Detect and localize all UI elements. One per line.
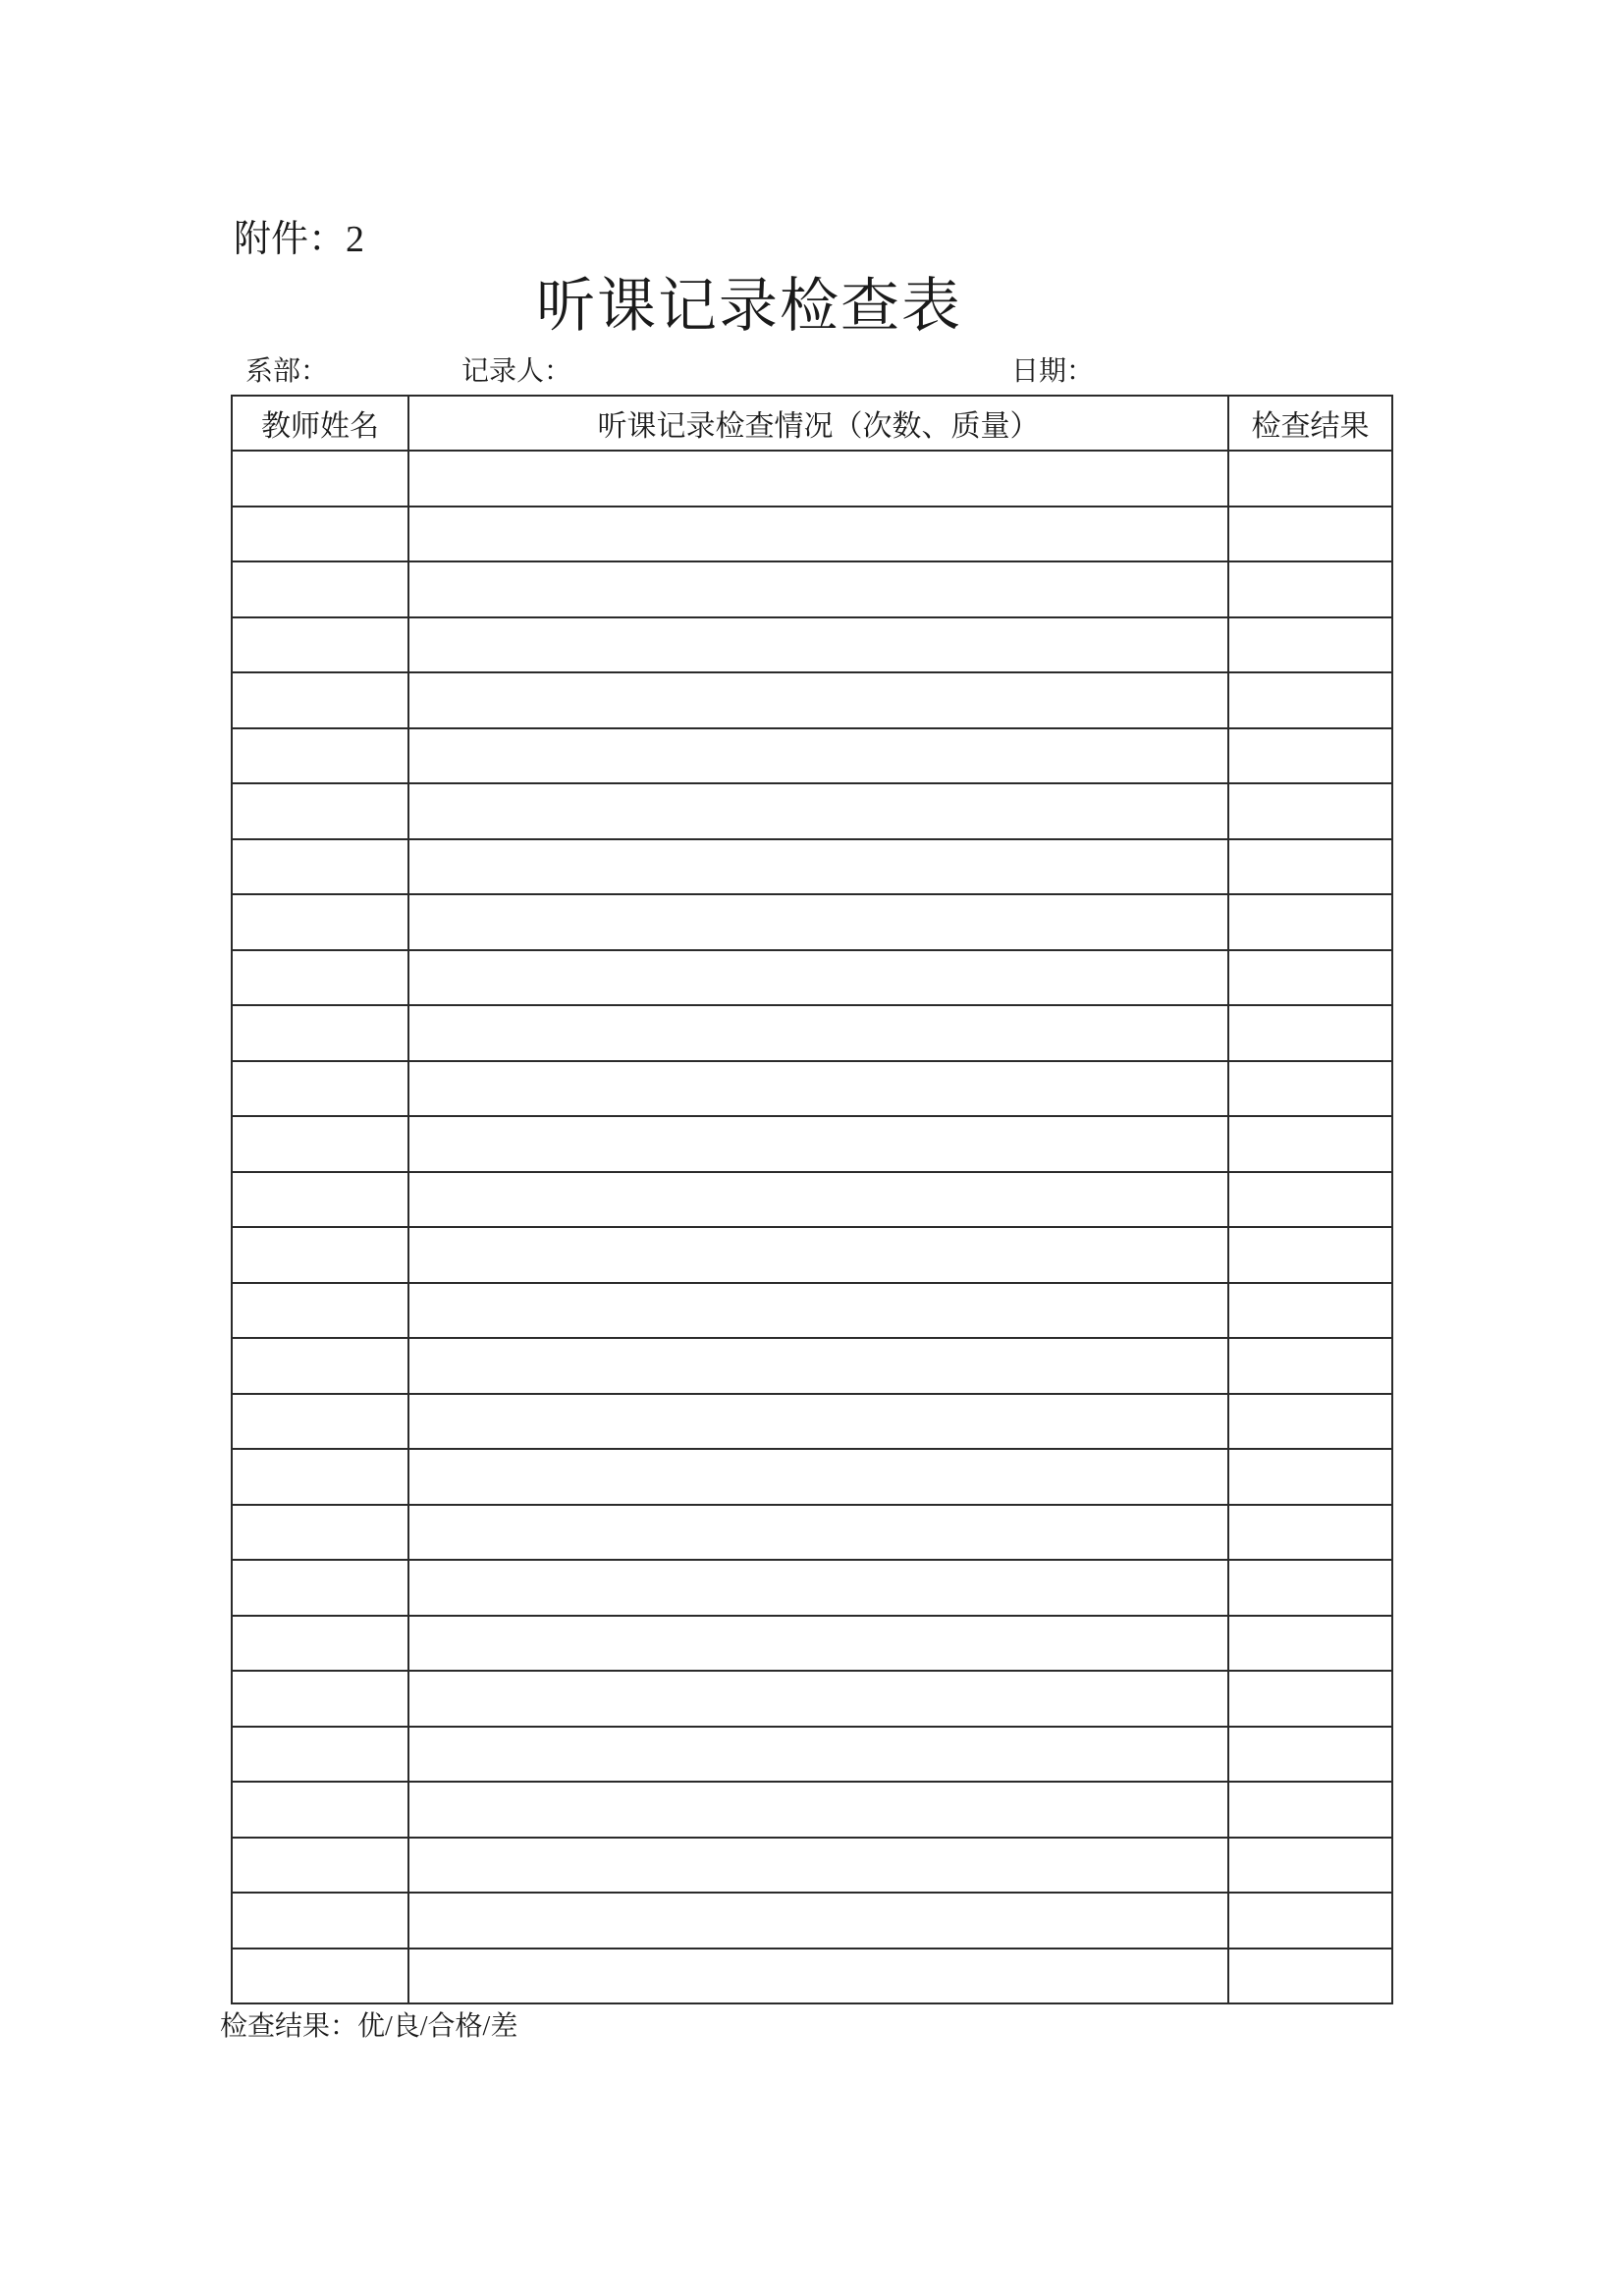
table-header-row — [232, 396, 1392, 451]
title-row — [0, 274, 1498, 339]
table-row — [232, 1394, 1392, 1450]
table-row — [232, 1671, 1392, 1727]
page-title: 听课记录检查表 — [536, 274, 962, 339]
cell-check-detail — [408, 950, 1228, 1006]
table-row — [232, 1505, 1392, 1561]
cell-teacher-name — [232, 1283, 408, 1339]
cell-teacher-name — [232, 1394, 408, 1450]
cell-check-result — [1228, 1671, 1392, 1727]
cell-check-detail — [408, 1893, 1228, 1949]
cell-check-detail — [408, 1338, 1228, 1394]
cell-check-result — [1228, 1061, 1392, 1117]
column-header-teacher-name: 教师姓名 — [232, 396, 408, 451]
table-row — [232, 451, 1392, 507]
cell-teacher-name — [232, 783, 408, 839]
cell-teacher-name — [232, 1505, 408, 1561]
cell-check-detail — [408, 1449, 1228, 1505]
cell-check-detail — [408, 1172, 1228, 1228]
table-row — [232, 1782, 1392, 1838]
cell-check-result — [1228, 839, 1392, 895]
cell-check-result — [1228, 672, 1392, 728]
cell-check-result — [1228, 1227, 1392, 1283]
table-row — [232, 1727, 1392, 1783]
cell-teacher-name — [232, 1671, 408, 1727]
cell-check-result — [1228, 950, 1392, 1006]
cell-teacher-name — [232, 950, 408, 1006]
cell-check-result — [1228, 1172, 1392, 1228]
cell-check-result — [1228, 1838, 1392, 1894]
table-body — [232, 451, 1392, 2003]
cell-teacher-name — [232, 1227, 408, 1283]
cell-teacher-name — [232, 507, 408, 562]
cell-check-detail — [408, 1116, 1228, 1172]
table-row — [232, 894, 1392, 950]
cell-teacher-name — [232, 1005, 408, 1061]
cell-check-detail — [408, 1227, 1228, 1283]
cell-check-result — [1228, 1560, 1392, 1616]
cell-teacher-name — [232, 451, 408, 507]
check-record-table — [231, 395, 1393, 2004]
meta-date — [1011, 358, 1133, 386]
table-row — [232, 1893, 1392, 1949]
meta-department — [245, 358, 367, 386]
meta-recorder — [461, 358, 611, 386]
cell-check-result — [1228, 1449, 1392, 1505]
table-row — [232, 1005, 1392, 1061]
cell-teacher-name — [232, 617, 408, 673]
cell-check-detail — [408, 507, 1228, 562]
cell-check-result — [1228, 1116, 1392, 1172]
table-row — [232, 1838, 1392, 1894]
table-row — [232, 839, 1392, 895]
table-row — [232, 672, 1392, 728]
cell-check-result — [1228, 1005, 1392, 1061]
table-row — [232, 1560, 1392, 1616]
cell-teacher-name — [232, 672, 408, 728]
cell-teacher-name — [232, 1616, 408, 1672]
footer-note: 检查结果：优/良/合格/差 — [220, 2011, 518, 2042]
cell-check-detail — [408, 1727, 1228, 1783]
cell-teacher-name — [232, 1338, 408, 1394]
cell-teacher-name — [232, 1893, 408, 1949]
cell-check-result — [1228, 1338, 1392, 1394]
table-row — [232, 1616, 1392, 1672]
cell-teacher-name — [232, 1449, 408, 1505]
table-row — [232, 1949, 1392, 2004]
table-row — [232, 1283, 1392, 1339]
table-row — [232, 728, 1392, 784]
table-row — [232, 783, 1392, 839]
cell-check-result — [1228, 1893, 1392, 1949]
cell-check-detail — [408, 1061, 1228, 1117]
cell-check-result — [1228, 1949, 1392, 2004]
cell-teacher-name — [232, 1949, 408, 2004]
cell-check-result — [1228, 1505, 1392, 1561]
cell-check-result — [1228, 1283, 1392, 1339]
attachment-label: 附件：2 — [234, 219, 365, 260]
table-row — [232, 1061, 1392, 1117]
table-row — [232, 1449, 1392, 1505]
cell-check-detail — [408, 1671, 1228, 1727]
cell-teacher-name — [232, 1838, 408, 1894]
cell-check-detail — [408, 1616, 1228, 1672]
table-row — [232, 1338, 1392, 1394]
cell-check-result — [1228, 1727, 1392, 1783]
cell-check-result — [1228, 617, 1392, 673]
column-header-check-result: 检查结果 — [1228, 396, 1392, 451]
date-label: 日期： — [1011, 356, 1095, 387]
table-row — [232, 507, 1392, 562]
cell-check-result — [1228, 728, 1392, 784]
cell-check-detail — [408, 1560, 1228, 1616]
cell-check-detail — [408, 1838, 1228, 1894]
table-row — [232, 561, 1392, 617]
table-row — [232, 617, 1392, 673]
cell-check-result — [1228, 783, 1392, 839]
cell-check-detail — [408, 561, 1228, 617]
table-row — [232, 1172, 1392, 1228]
cell-teacher-name — [232, 1727, 408, 1783]
recorder-label: 记录人： — [461, 356, 572, 387]
cell-check-detail — [408, 672, 1228, 728]
cell-teacher-name — [232, 1782, 408, 1838]
column-header-check-detail: 听课记录检查情况（次数、质量） — [408, 396, 1228, 451]
cell-check-result — [1228, 507, 1392, 562]
cell-check-detail — [408, 783, 1228, 839]
table-row — [232, 1227, 1392, 1283]
table-row — [232, 1116, 1392, 1172]
cell-check-detail — [408, 1394, 1228, 1450]
cell-teacher-name — [232, 728, 408, 784]
cell-check-detail — [408, 728, 1228, 784]
cell-check-detail — [408, 839, 1228, 895]
cell-check-detail — [408, 894, 1228, 950]
cell-teacher-name — [232, 839, 408, 895]
cell-check-result — [1228, 1616, 1392, 1672]
cell-check-result — [1228, 1394, 1392, 1450]
cell-check-detail — [408, 1005, 1228, 1061]
table-row — [232, 950, 1392, 1006]
cell-check-detail — [408, 1782, 1228, 1838]
cell-teacher-name — [232, 1560, 408, 1616]
cell-teacher-name — [232, 1061, 408, 1117]
cell-check-detail — [408, 1505, 1228, 1561]
cell-teacher-name — [232, 1172, 408, 1228]
cell-check-result — [1228, 561, 1392, 617]
cell-check-result — [1228, 1782, 1392, 1838]
cell-teacher-name — [232, 1116, 408, 1172]
cell-check-result — [1228, 451, 1392, 507]
cell-check-detail — [408, 617, 1228, 673]
cell-check-detail — [408, 451, 1228, 507]
cell-check-result — [1228, 894, 1392, 950]
department-label: 系部： — [245, 356, 329, 387]
cell-check-detail — [408, 1949, 1228, 2004]
cell-teacher-name — [232, 894, 408, 950]
cell-teacher-name — [232, 561, 408, 617]
cell-check-detail — [408, 1283, 1228, 1339]
